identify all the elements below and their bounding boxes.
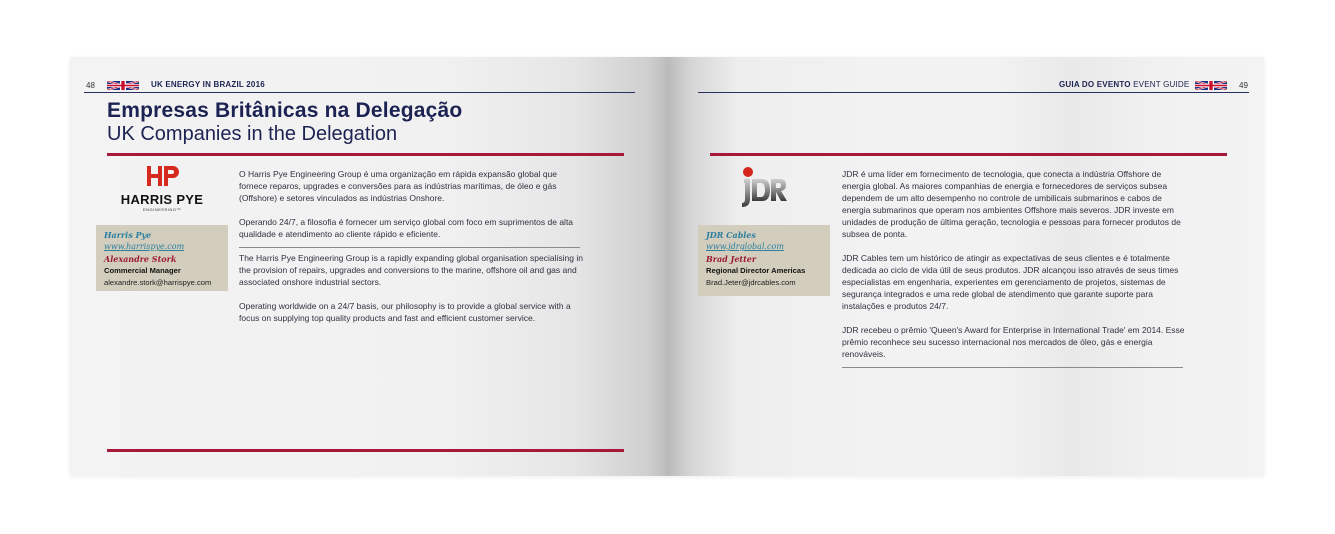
language-divider [239, 247, 580, 248]
paragraph: JDR é uma líder em fornecimento de tecnologia, que conecta a indústria Offshore de energia global. As maiores companhias de energia e fornecedores de serviços subsea dependem de um alto desempenho no controle de umbilicais submarinos e cabos de energia submarinos que operam nos ambientes Offshore mais severos. JDR investe em unidades de produção de última geração, tecnologia e pessoas para fornecer produtos de subsea de ponta. [842, 169, 1181, 239]
paragraph: O Harris Pye Engineering Group é uma organização em rápida expansão global que fornece reparos, upgrades e conversões para as indústrias marítimas, de óleo e gás (Offshore) e setores vinculados as indústrias Onshore. [239, 169, 557, 203]
header-rule [84, 92, 635, 93]
company-website-link[interactable]: www.harrispye.com [104, 242, 185, 251]
company-description-pt [842, 168, 1187, 372]
contact-card [698, 225, 830, 296]
left-page [70, 57, 667, 476]
company-name: JDR Cables [706, 230, 756, 240]
contact-role: Commercial Manager [104, 266, 181, 275]
contact-email[interactable]: alexandre.stork@harrispye.com [104, 278, 212, 287]
header-title: UK ENERGY IN BRAZIL 2016 [151, 80, 265, 89]
hp-monogram-icon [144, 165, 180, 187]
company-name: Harris Pye [104, 230, 152, 240]
company-description-pt [239, 168, 584, 252]
contact-name: Alexandre Stork [104, 254, 177, 264]
contact-email[interactable]: Brad.Jeter@jdrcables.com [706, 278, 796, 287]
paragraph: Operating worldwide on a 24/7 basis, our philosophy is to provide a global service with a focus on supplying top quality products and fast and efficient customer service. [239, 301, 571, 323]
right-page [667, 57, 1264, 476]
header-rule [698, 92, 1249, 93]
top-red-rule [710, 153, 1227, 156]
paragraph: Operando 24/7, a filosofia é fornecer um serviço global com foco em suprimentos de alta qualidade e atendimento ao cliente rápido e eficiente. [239, 217, 574, 239]
logo-subtitle: ENGINEERING™ [142, 207, 181, 212]
harris-pye-logo [106, 165, 218, 217]
contact-role: Regional Director Americas [706, 266, 806, 275]
brochure-spread [70, 57, 1264, 476]
logo-wordmark: HARRIS PYE [120, 192, 204, 207]
bottom-red-rule [107, 449, 624, 452]
header-bold: GUIA DO EVENTO [1059, 80, 1131, 89]
jdr-logo-icon [740, 165, 790, 211]
company-website-link[interactable]: www.jdrglobal.com [706, 242, 784, 251]
contact-name: Brad Jetter [706, 254, 757, 264]
section-end-rule [842, 367, 1183, 368]
paragraph: JDR recebeu o prêmio 'Queen's Award for Enterprise in International Trade' em 2014. Esse prêmio reconhece seu sucesso internacional nos mercados de óleo, gás e energia renováveis. [842, 325, 1185, 359]
paragraph: JDR Cables tem um histórico de atingir as expectativas de seus clientes e é totalmente dedicada ao ciclo de vida útil de seus produtos. JDR alcançou isso através de seus times especialistas em engenharia, experientes em gerenciamento de projetos, sistemas de segurança integrados e uma rede global de atendimento que garante suporte para instalações e produtos 24/7. [842, 253, 1179, 311]
company-description-en [239, 252, 584, 336]
paragraph: The Harris Pye Engineering Group is a rapidly expanding global organisation specialising in the provision of repairs, upgrades and conversions to the marine, offshore oil and gas and associated onshore industrial sectors. [239, 253, 583, 287]
uk-flag-icon [107, 81, 139, 90]
top-red-rule [107, 153, 624, 156]
uk-flag-icon [1195, 81, 1227, 90]
header-title [1059, 80, 1189, 89]
page-number: 49 [1239, 81, 1248, 90]
page-title-en: UK Companies in the Delegation [107, 123, 398, 145]
page-title-pt: Empresas Britânicas na Delegação [107, 99, 463, 122]
contact-card [96, 225, 228, 291]
header-light: EVENT GUIDE [1133, 80, 1190, 89]
page-number: 48 [86, 81, 95, 90]
